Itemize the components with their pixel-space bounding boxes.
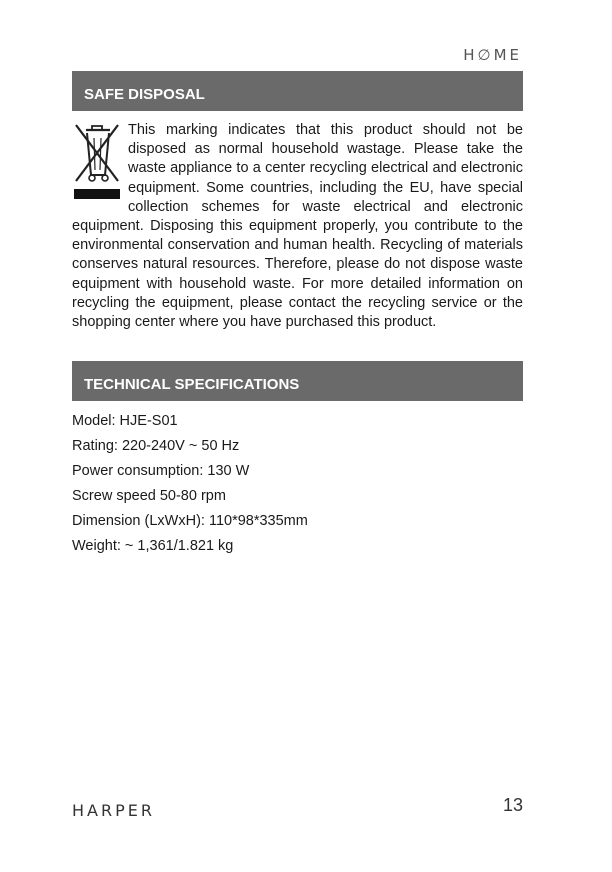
home-logo: H∅ME (463, 46, 522, 64)
spec-item-model: Model: HJE-S01 (72, 413, 178, 429)
spec-item-weight: Weight: ~ 1,361/1.821 kg (72, 538, 234, 554)
page-number: 13 (502, 795, 523, 815)
safe-disposal-heading: SAFE DISPOSAL (72, 71, 523, 111)
spec-item-dimension: Dimension (LxWxH): 110*98*335mm (72, 513, 308, 529)
harper-logo: HARPER (72, 801, 155, 820)
technical-specifications-heading: TECHNICAL SPECIFICATIONS (72, 361, 523, 401)
safe-disposal-section (72, 121, 523, 332)
spec-list (72, 409, 523, 559)
safe-disposal-text: This marking indicates that this product should not be disposed as normal household wastage. Please take the waste appliance to a center recycling electrical and electronic equipment. Some countries, including the EU, have special collection schemes for waste electrical and electronic equipment. Disposing this equipment properly, you contribute to the environmental conservation and human health. Recycling of materials conserves natural resources. Therefore, please do not dispose waste equipment with household waste. For more detailed information on recycling the equipment, please contact the recycling service or the shopping center where you have purchased this product. (72, 122, 523, 331)
spec-item-power: Power consumption: 130 W (72, 463, 250, 479)
weee-crossed-bin-icon (72, 121, 128, 212)
spec-item-rating: Rating: 220-240V ~ 50 Hz (72, 438, 240, 454)
spec-item-screw-speed: Screw speed 50-80 rpm (72, 488, 226, 504)
